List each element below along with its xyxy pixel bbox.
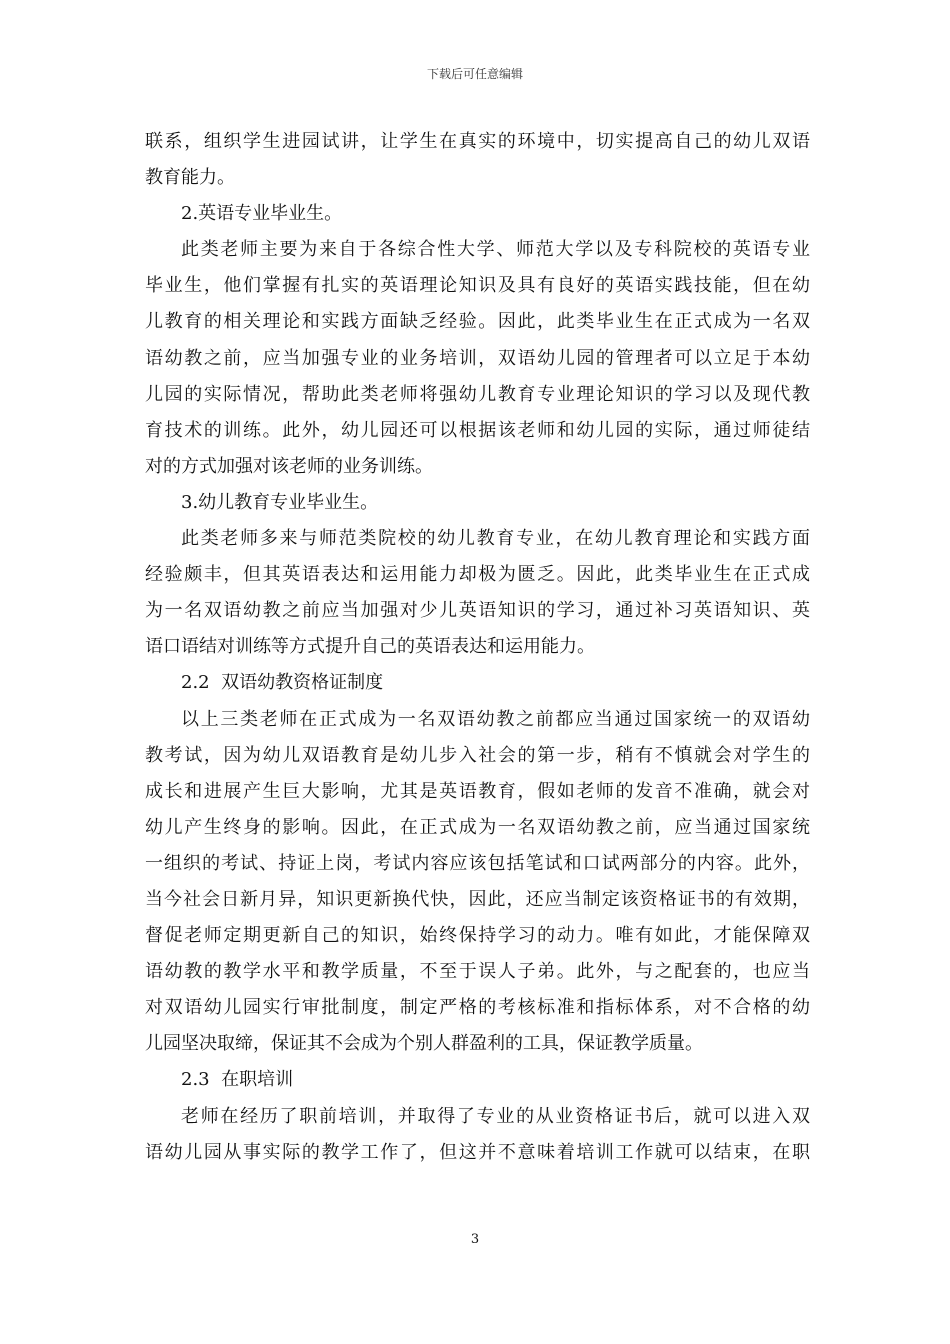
body-line: 语幼儿园从事实际的教学工作了，但这并不意味着培训工作就可以结束，在职 [145,1141,810,1163]
body-line: 儿教育的相关理论和实践方面缺乏经验。因此，此类毕业生在正式成为一名双 [145,311,810,333]
body-line: 为一名双语幼教之前应当加强对少儿英语知识的学习，通过补习英语知识、英 [145,600,810,622]
body-line: 成长和进展产生巨大影响，尤其是英语教育，假如老师的发音不准确，就会对 [145,780,810,802]
body-line: 语口语结对训练等方式提升自己的英语表达和运用能力。 [145,636,595,658]
body-line: 以上三类老师在正式成为一名双语幼教之前都应当通过国家统一的双语幼 [181,708,810,730]
body-line: 对的方式加强对该老师的业务训练。 [145,455,433,477]
body-text [145,124,810,1171]
body-line: 幼儿产生终身的影响。因此，在正式成为一名双语幼教之前，应当通过国家统 [145,816,810,838]
body-line: 经验颇丰，但其英语表达和运用能力却极为匮乏。因此，此类毕业生在正式成 [145,564,810,586]
page-header: 下载后可任意编辑 [426,67,523,81]
body-line: 此类老师多来与师范类院校的幼儿教育专业，在幼儿教育理论和实践方面 [181,528,810,550]
body-line: 老师在经历了职前培训，并取得了专业的从业资格证书后，就可以进入双 [181,1105,810,1127]
section-heading: 2.2 双语幼教资格证制度 [181,672,384,694]
body-line: 教育能力。 [145,167,235,189]
body-line: 育技术的训练。此外，幼儿园还可以根据该老师和幼儿园的实际，通过师徒结 [145,419,810,441]
body-line: 当今社会日新月异，知识更新换代快，因此，还应当制定该资格证书的有效期， [145,888,810,910]
body-line: 教考试，因为幼儿双语教育是幼儿步入社会的第一步，稍有不慎就会对学生的 [145,744,810,766]
body-line: 对双语幼儿园实行审批制度，制定严格的考核标准和指标体系，对不合格的幼 [145,997,810,1019]
body-line: 语幼教的教学水平和教学质量，不至于误人子弟。此外，与之配套的，也应当 [145,961,810,983]
page-number: 3 [470,1232,480,1247]
body-line: 此类老师主要为来自于各综合性大学、师范大学以及专科院校的英语专业 [181,239,810,261]
body-line: 儿园的实际情况，帮助此类老师将强幼儿教育专业理论知识的学习以及现代教 [145,383,810,405]
body-line: 语幼教之前，应当加强专业的业务培训，双语幼儿园的管理者可以立足于本幼 [145,347,810,369]
body-line: 儿园坚决取缔，保证其不会成为个别人群盈利的工具，保证教学质量。 [145,1033,703,1055]
section-heading: 3.幼儿教育专业毕业生。 [181,491,379,513]
section-heading: 2.3 在职培训 [181,1069,294,1091]
section-heading: 2.英语专业毕业生。 [181,203,343,225]
body-line: 一组织的考试、持证上岗，考试内容应该包括笔试和口试两部分的内容。此外， [145,852,810,874]
body-line: 联系，组织学生进园试讲，让学生在真实的环境中，切实提高自己的幼儿双语 [145,131,810,152]
body-line: 督促老师定期更新自己的知识，始终保持学习的动力。唯有如此，才能保障双 [145,925,810,947]
body-line: 毕业生，他们掌握有扎实的英语理论知识及具有良好的英语实践技能，但在幼 [145,275,810,297]
